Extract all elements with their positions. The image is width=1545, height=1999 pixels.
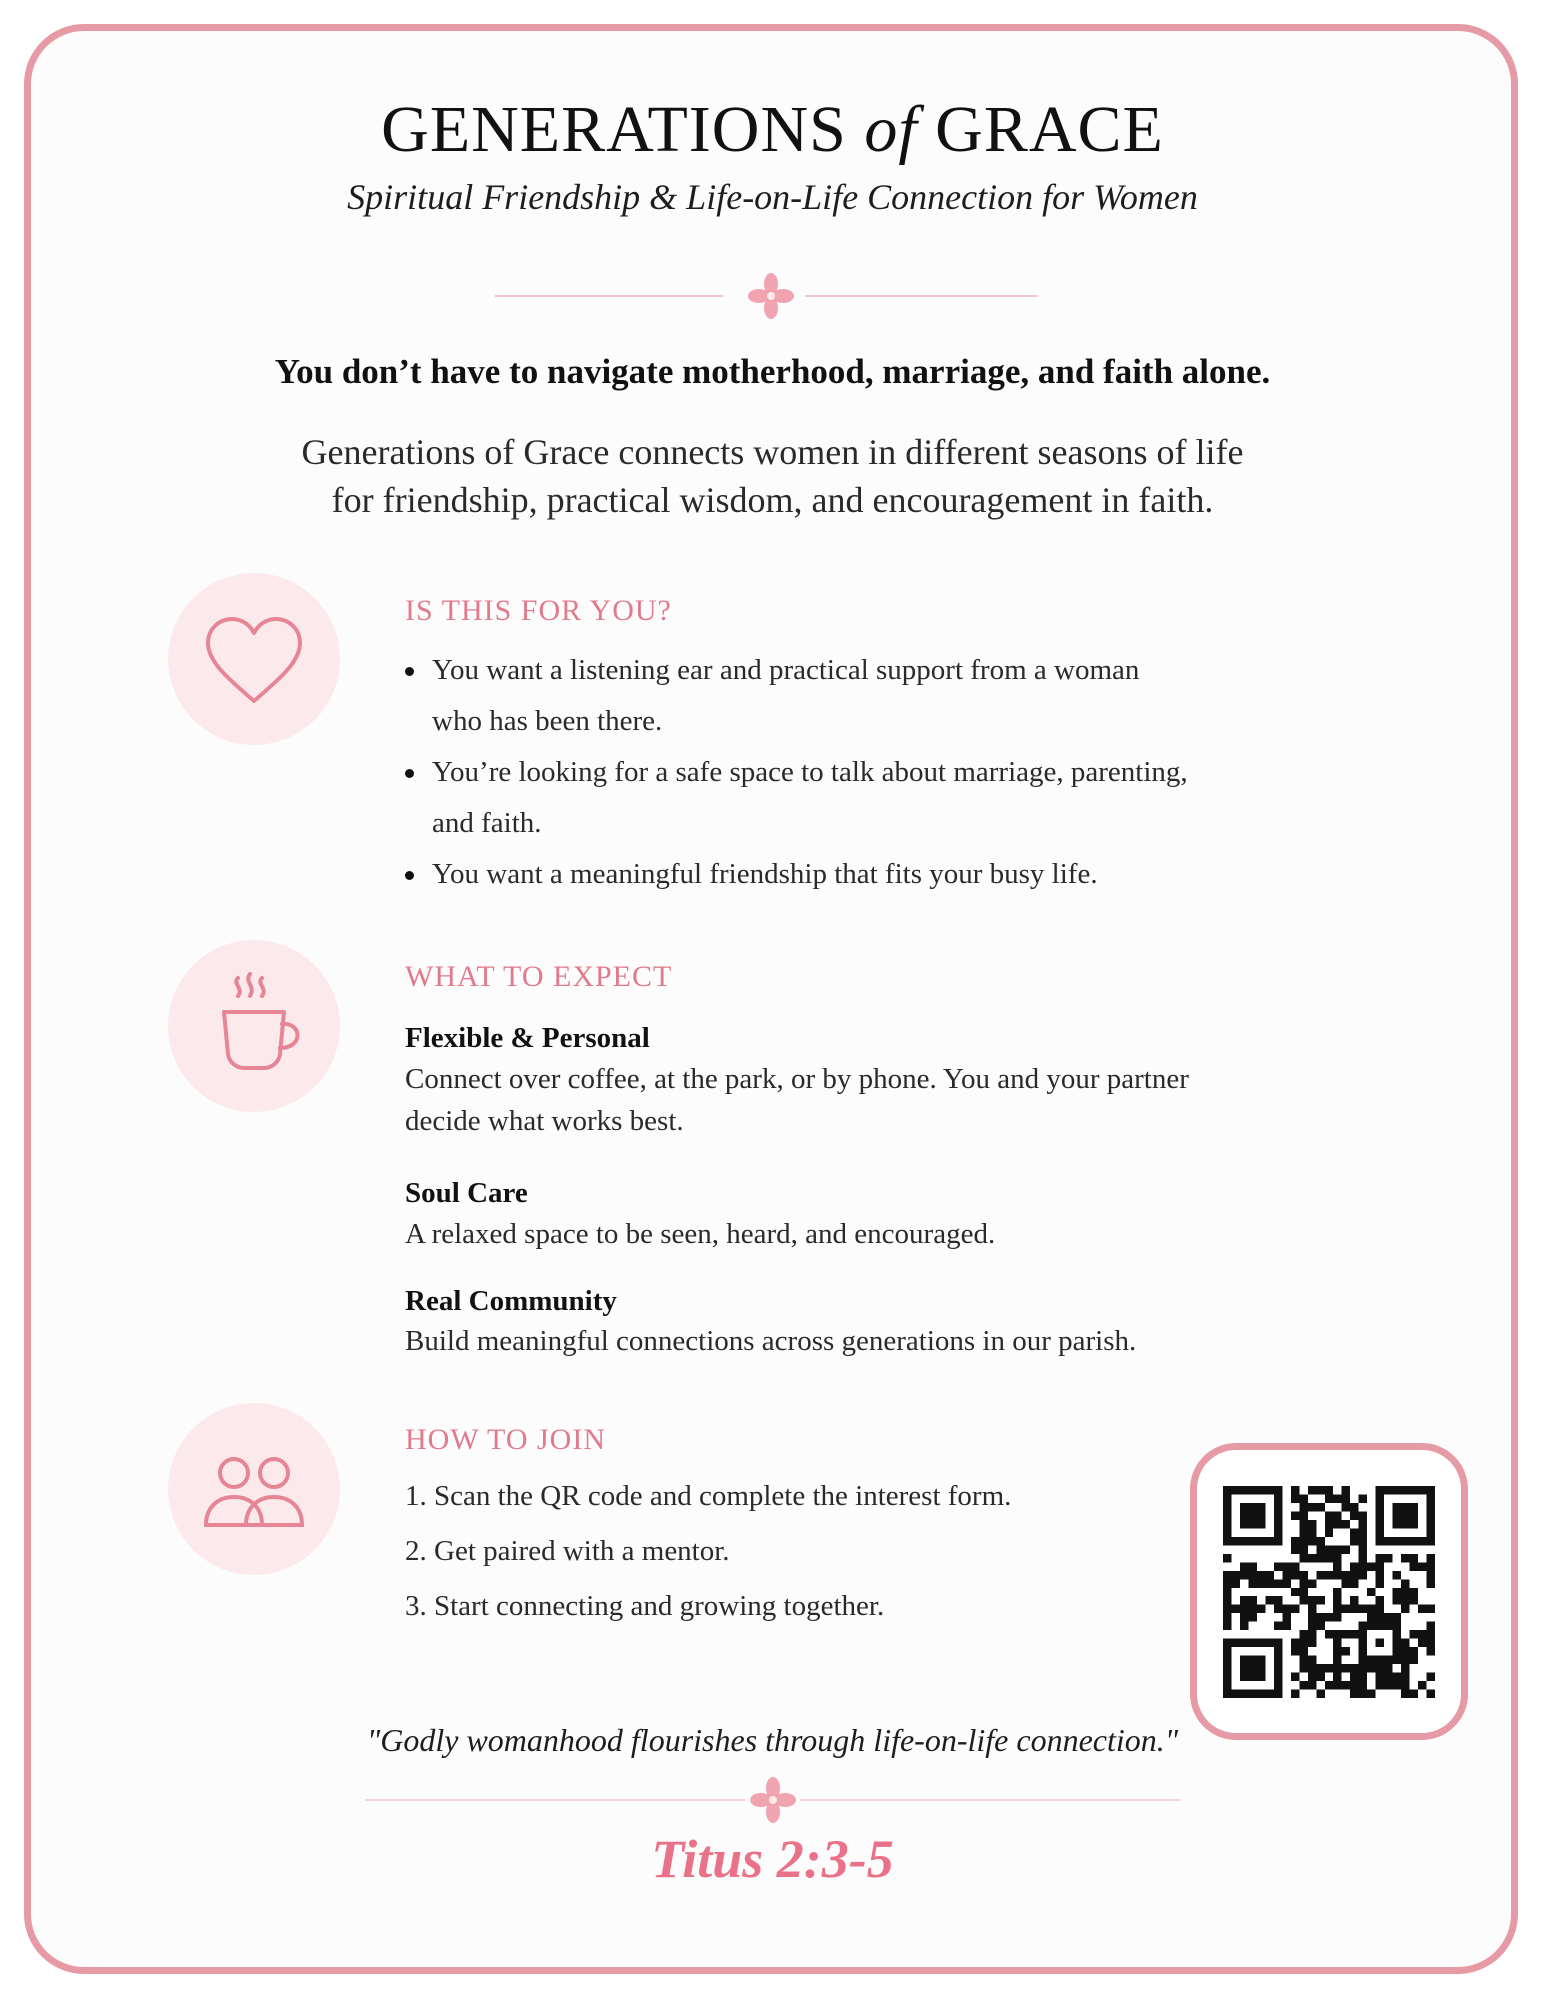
expect-item-title: Flexible & Personal: [405, 1022, 650, 1054]
list-item: [405, 645, 1305, 747]
list-item: 1. Scan the QR code and complete the interest form.: [405, 1480, 1012, 1512]
expect-item-text: Build meaningful connections across generations in our parish.: [405, 1325, 1137, 1357]
qr-code-frame: [1190, 1443, 1468, 1740]
title-part-grace: GRACE: [935, 93, 1164, 166]
bullet-text: You’re looking for a safe space to talk about marriage, parenting,: [432, 756, 1188, 788]
qr-code-icon[interactable]: [1223, 1486, 1435, 1698]
expect-item-text: Connect over coffee, at the park, or by phone. You and your partner: [405, 1063, 1189, 1095]
list-item: [405, 849, 1305, 900]
expect-item-text: decide what works best.: [405, 1105, 684, 1137]
list-item: [405, 747, 1305, 849]
list-item: 3. Start connecting and growing together.: [405, 1590, 885, 1622]
title-part-of: of: [864, 93, 918, 166]
section-heading-is-this-for-you: IS THIS FOR YOU?: [405, 594, 672, 627]
bullet-dot: [405, 667, 414, 676]
heart-icon: [168, 573, 340, 745]
page-subtitle: Spiritual Friendship & Life-on-Life Connection for Women: [347, 177, 1198, 217]
join-steps-list: [405, 1480, 1011, 1645]
for-you-bullet-list: [405, 645, 1305, 900]
scripture-reference: Titus 2:3-5: [651, 1829, 894, 1889]
divider-line-right: [800, 1799, 1180, 1801]
expect-item-title: Soul Care: [405, 1177, 528, 1209]
coffee-icon-circle: [168, 940, 340, 1112]
expect-item-body: [405, 1320, 1345, 1362]
lead-statement: You don’t have to navigate motherhood, marriage, and faith alone.: [274, 352, 1271, 391]
coffee-cup-icon: [168, 940, 340, 1112]
expect-item-body: [405, 1213, 1345, 1255]
expect-item-body: [405, 1058, 1345, 1142]
title-part-generations: GENERATIONS: [381, 93, 847, 166]
people-icon-circle: [168, 1403, 340, 1575]
bullet-text: who has been there.: [432, 705, 663, 737]
divider-line-left: [365, 1799, 745, 1801]
intro-line: Generations of Grace connects women in different seasons of life: [301, 432, 1244, 472]
page-title: [0, 92, 1545, 168]
heart-icon-circle: [168, 573, 340, 745]
expect-item-title: Real Community: [405, 1285, 617, 1317]
bullet-dot: [405, 769, 414, 778]
flower-ornament-icon: [748, 1775, 798, 1825]
bullet-dot: [405, 871, 414, 880]
section-heading-what-to-expect: WHAT TO EXPECT: [405, 960, 673, 993]
divider-line-right: [805, 295, 1037, 297]
bullet-text: and faith.: [432, 807, 542, 839]
people-icon: [168, 1403, 340, 1575]
intro-paragraph: [0, 428, 1545, 524]
bullet-text: You want a meaningful friendship that fits your busy life.: [432, 858, 1098, 890]
intro-line: for friendship, practical wisdom, and encouragement in faith.: [331, 480, 1214, 520]
list-item: 2. Get paired with a mentor.: [405, 1535, 730, 1567]
bullet-text: You want a listening ear and practical support from a woman: [432, 654, 1140, 686]
section-heading-how-to-join: HOW TO JOIN: [405, 1423, 607, 1456]
divider-line-left: [495, 295, 723, 297]
expect-item-text: A relaxed space to be seen, heard, and encouraged.: [405, 1218, 996, 1250]
flower-ornament-icon: [746, 271, 796, 321]
closing-quote: "Godly womanhood flourishes through life-on-life connection.": [366, 1722, 1179, 1758]
